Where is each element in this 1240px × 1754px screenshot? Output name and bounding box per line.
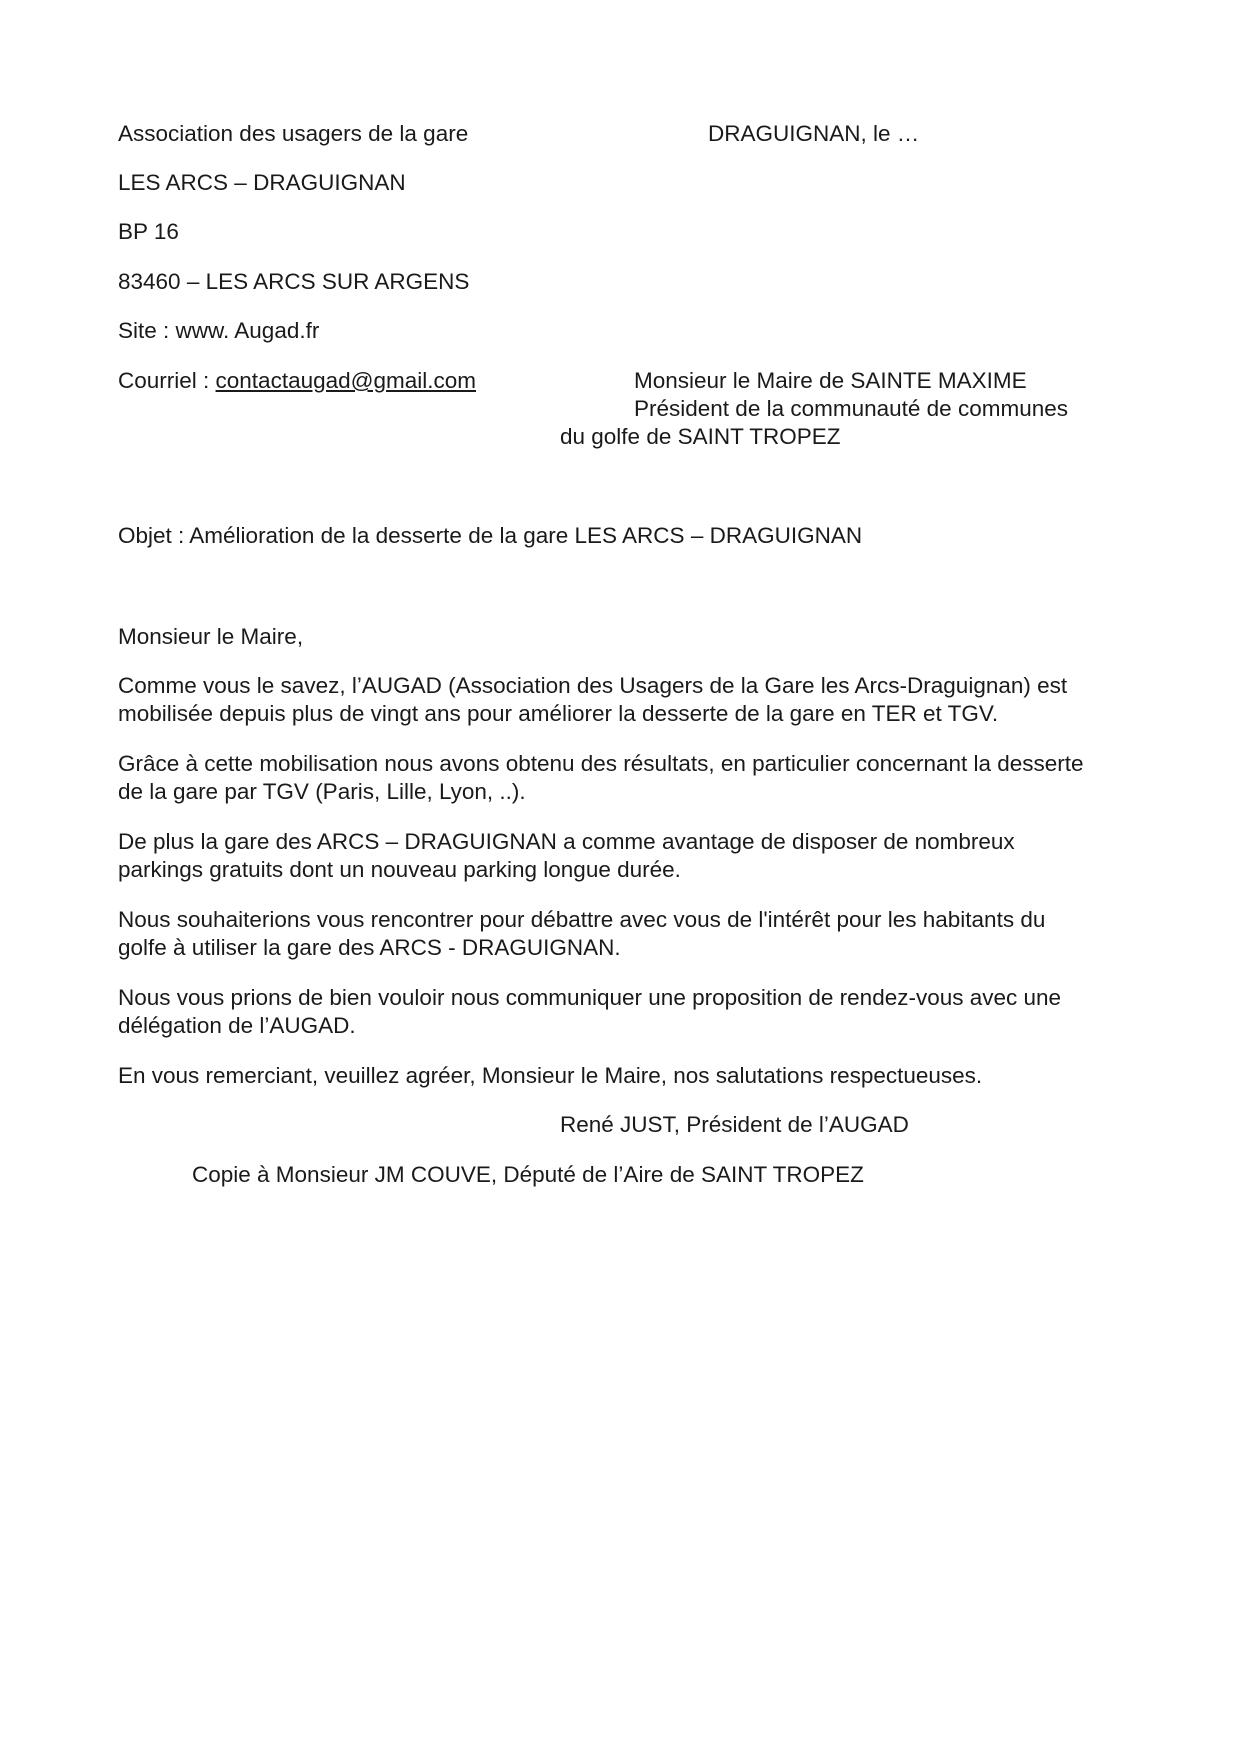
body-paragraph-line: Comme vous le savez, l’AUGAD (Association des Usagers de la Gare les Arcs-Draguignan) est: [118, 673, 1068, 698]
sender-postal-box: BP 16: [118, 219, 179, 244]
body-paragraph-3: [118, 828, 1128, 884]
body-paragraph-line: De plus la gare des ARCS – DRAGUIGNAN a comme avantage de disposer de nombreux: [118, 829, 1015, 854]
email-label: Courriel :: [118, 368, 216, 393]
sender-email-line: [118, 367, 476, 395]
body-paragraph-1: [118, 672, 1128, 728]
body-paragraph-line: Grâce à cette mobilisation nous avons obtenu des résultats, en particulier concernant la desserte: [118, 751, 1084, 776]
date-line: DRAGUIGNAN, le …: [708, 121, 920, 146]
sender-website: Site : www. Augad.fr: [118, 318, 320, 343]
copy-note: Copie à Monsieur JM COUVE, Député de l’Aire de SAINT TROPEZ: [192, 1162, 864, 1187]
sender-org-line1: Association des usagers de la gare: [118, 121, 469, 146]
body-paragraph-line: de la gare par TGV (Paris, Lille, Lyon, ..).: [118, 779, 526, 804]
email-link[interactable]: contactaugad@gmail.com: [215, 368, 477, 393]
body-paragraph-4: [118, 906, 1128, 962]
body-paragraph-line: parkings gratuits dont un nouveau parking longue durée.: [118, 857, 681, 882]
signature: René JUST, Président de l’AUGAD: [560, 1112, 909, 1137]
recipient-line2: Président de la communauté de communes: [634, 396, 1068, 421]
body-paragraph-line: Nous vous prions de bien vouloir nous communiquer une proposition de rendez-vous avec une: [118, 985, 1062, 1010]
recipient-line1: Monsieur le Maire de SAINTE MAXIME: [634, 368, 1027, 393]
body-paragraph-line: Nous souhaiterions vous rencontrer pour débattre avec vous de l'intérêt pour les habitants du: [118, 907, 1046, 932]
recipient-line3: du golfe de SAINT TROPEZ: [560, 424, 841, 449]
body-paragraph-5: [118, 984, 1128, 1040]
subject-line: Objet : Amélioration de la desserte de la gare LES ARCS – DRAGUIGNAN: [118, 523, 863, 548]
sender-org-line2: LES ARCS – DRAGUIGNAN: [118, 170, 406, 195]
closing-line: En vous remerciant, veuillez agréer, Monsieur le Maire, nos salutations respectueuses.: [118, 1063, 983, 1088]
body-paragraph-2: [118, 750, 1128, 806]
body-paragraph-line: mobilisée depuis plus de vingt ans pour améliorer la desserte de la gare en TER et TGV.: [118, 701, 999, 726]
salutation: Monsieur le Maire,: [118, 624, 304, 649]
body-paragraph-line: délégation de l’AUGAD.: [118, 1013, 356, 1038]
body-paragraph-line: golfe à utiliser la gare des ARCS - DRAGUIGNAN.: [118, 935, 621, 960]
sender-city: 83460 – LES ARCS SUR ARGENS: [118, 269, 470, 294]
